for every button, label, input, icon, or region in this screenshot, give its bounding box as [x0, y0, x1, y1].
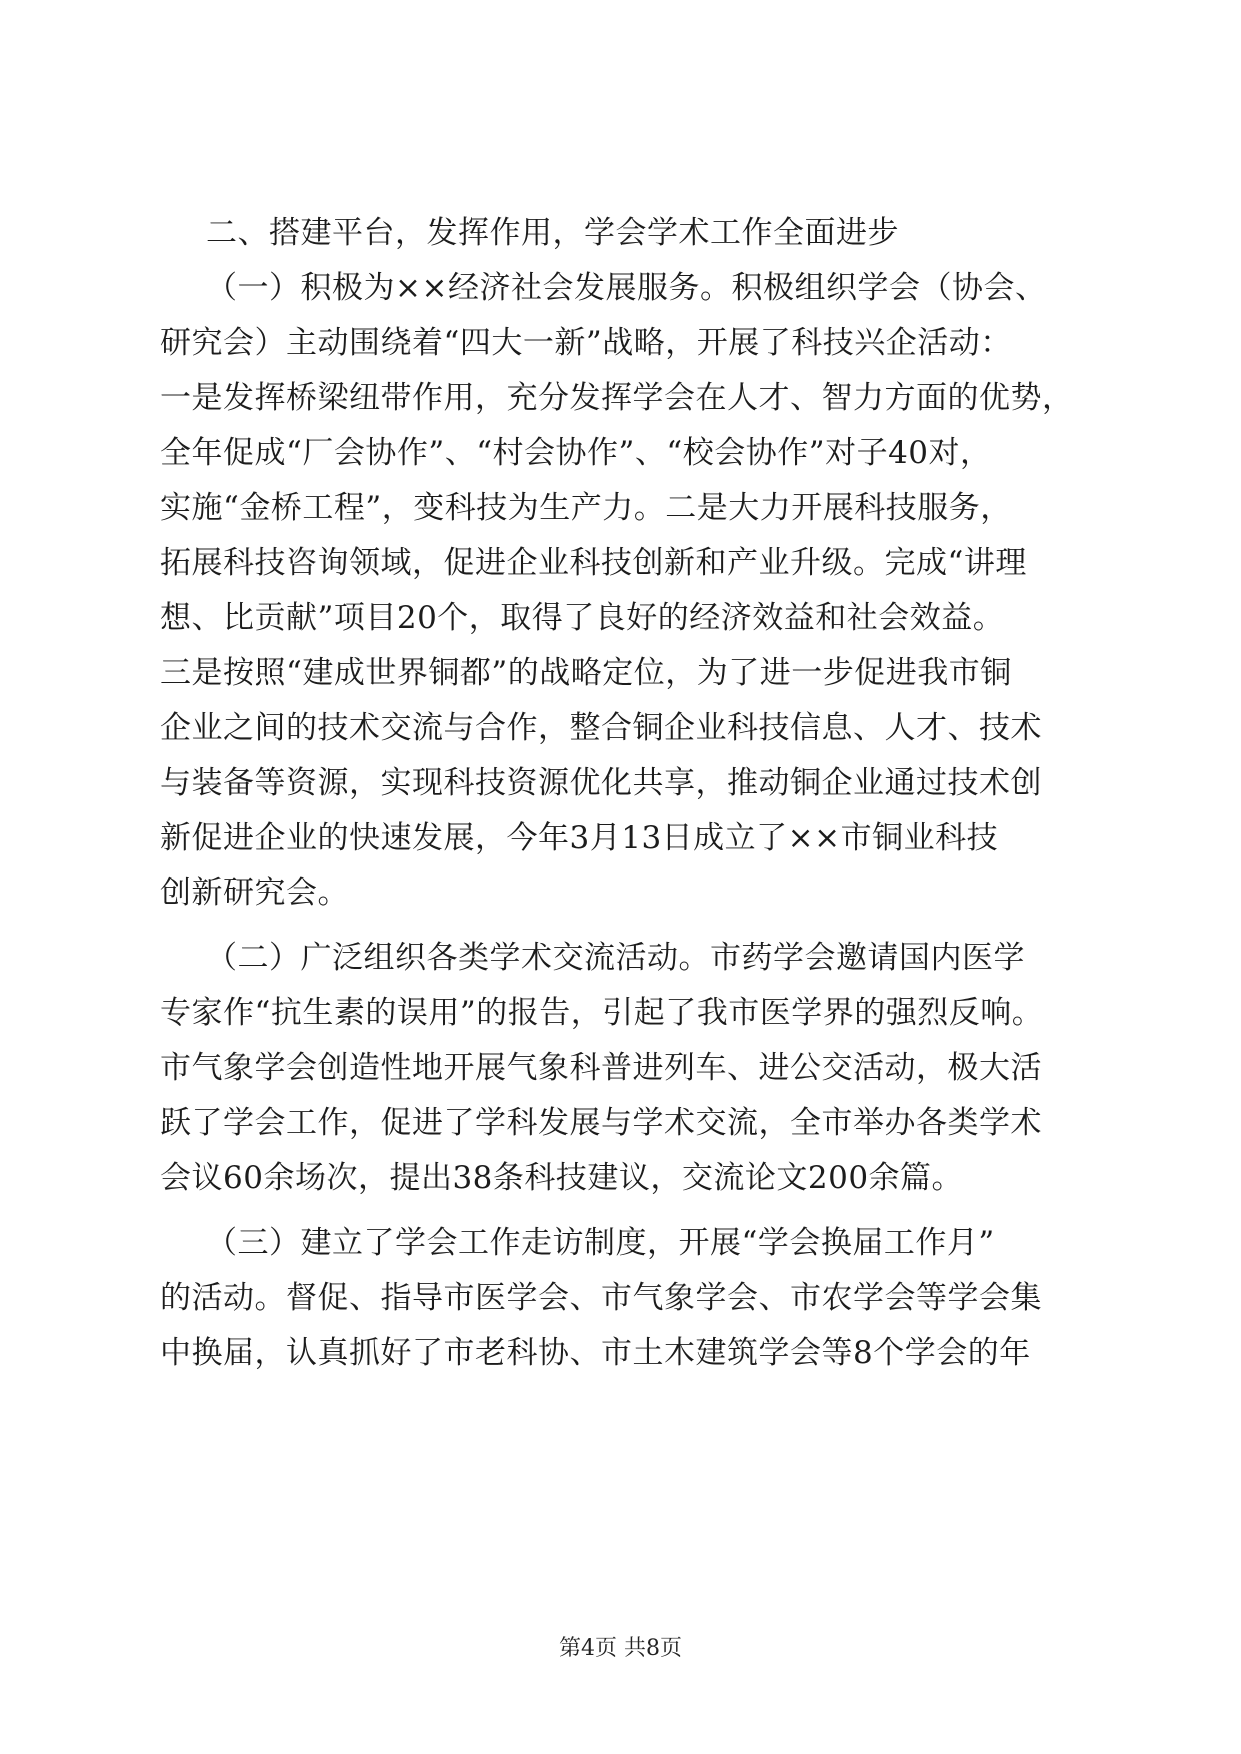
paragraph-line: 的活动。督促、指导市医学会、市气象学会、市农学会等学会集 [160, 1280, 1042, 1316]
paragraph-line: 企业之间的技术交流与合作，整合铜企业科技信息、人才、技术 [160, 710, 1042, 746]
paragraph-line: 专家作“抗生素的误用”的报告，引起了我市医学界的强烈反响。 [160, 995, 1044, 1031]
paragraph-line: 三是按照“建成世界铜都”的战略定位，为了进一步促进我市铜 [160, 655, 1012, 691]
section-heading: 二、搭建平台，发挥作用，学会学术工作全面进步 [206, 215, 899, 251]
paragraph-line: （二）广泛组织各类学术交流活动。市药学会邀请国内医学 [206, 940, 1025, 976]
page-number-footer: 第4页 共8页 [559, 1636, 682, 1661]
paragraph-line: 跃了学会工作，促进了学科发展与学术交流，全市举办各类学术 [160, 1105, 1042, 1141]
paragraph-line: 新促进企业的快速发展，今年3月13日成立了××市铜业科技 [160, 820, 999, 856]
paragraph-line: （一）积极为××经济社会发展服务。积极组织学会（协会、 [206, 270, 1047, 306]
paragraph-line: 拓展科技咨询领域，促进企业科技创新和产业升级。完成“讲理 [160, 545, 1027, 581]
paragraph-line: 创新研究会。 [160, 875, 349, 911]
paragraph-line: 研究会）主动围绕着“四大一新”战略，开展了科技兴企活动： [160, 325, 1012, 361]
paragraph-line: 会议60余场次，提出38条科技建议，交流论文200余篇。 [160, 1160, 964, 1196]
paragraph-line: 一是发挥桥梁纽带作用，充分发挥学会在人才、智力方面的优势， [160, 380, 1074, 416]
paragraph-line: 与装备等资源，实现科技资源优化共享，推动铜企业通过技术创 [160, 765, 1042, 801]
paragraph-line: 中换届，认真抓好了市老科协、市土木建筑学会等8个学会的年 [160, 1335, 1031, 1371]
paragraph-line: 市气象学会创造性地开展气象科普进列车、进公交活动，极大活 [160, 1050, 1042, 1086]
paragraph-line: 全年促成“厂会协作”、“村会协作”、“校会协作”对子40对， [160, 435, 992, 471]
paragraph-line: 实施“金桥工程”，变科技为生产力。二是大力开展科技服务， [160, 490, 1012, 526]
paragraph-line: 想、比贡献”项目20个，取得了良好的经济效益和社会效益。 [160, 600, 1005, 636]
paragraph-line: （三）建立了学会工作走访制度，开展“学会换届工作月” [206, 1225, 995, 1261]
